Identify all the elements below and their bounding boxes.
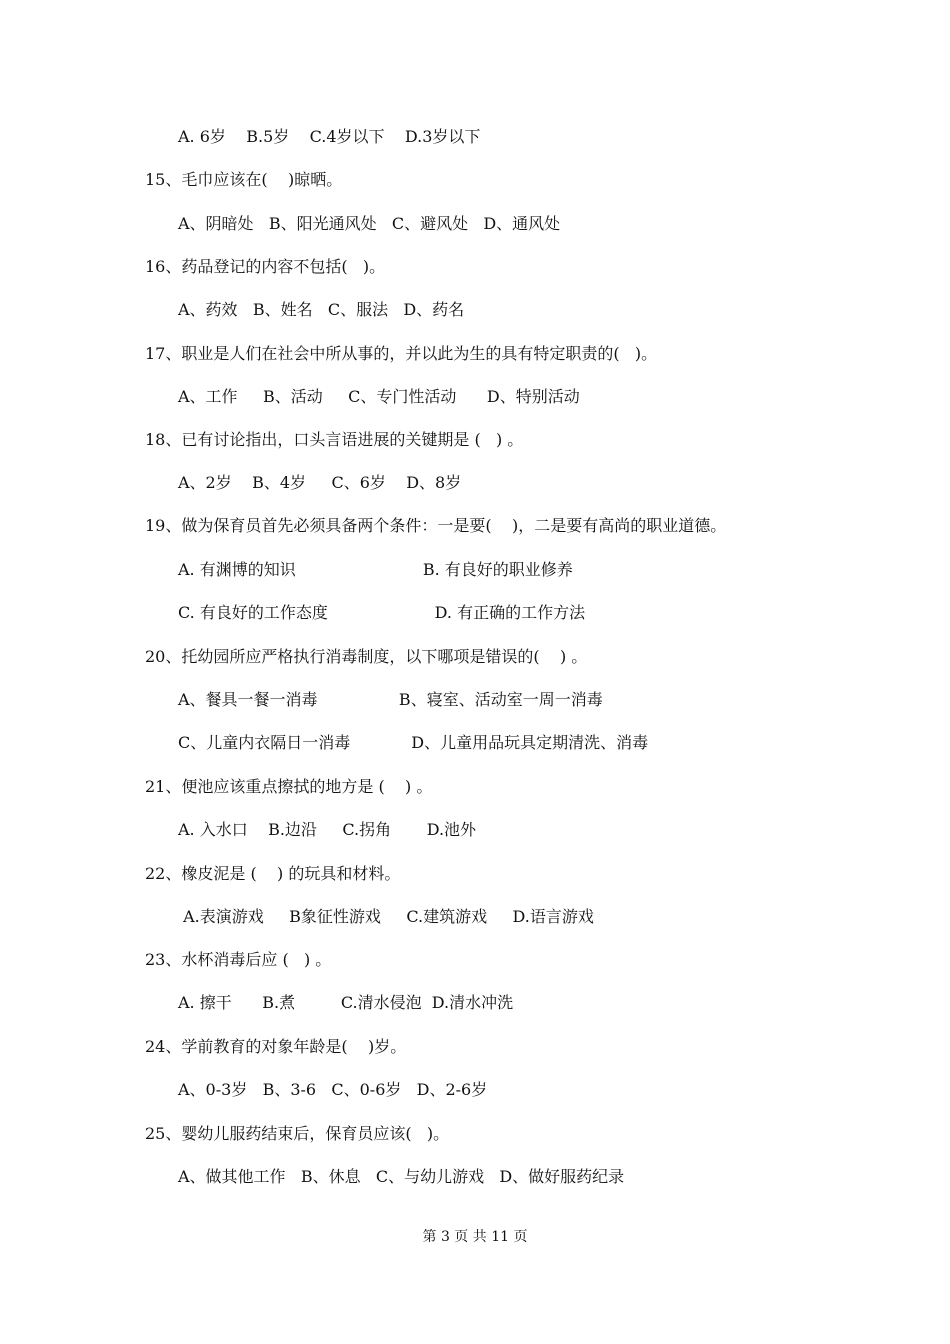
question-22: 22、橡皮泥是 ( ) 的玩具和材料。 [145,864,401,883]
question-23-options: A. 擦干 B.煮 C.清水侵泡 D.清水冲洗 [178,993,514,1012]
question-24: 24、学前教育的对象年龄是( )岁。 [145,1037,407,1056]
question-20-options-row-1: A、餐具一餐一消毒 B、寝室、活动室一周一消毒 [178,690,603,709]
question-24-options: A、0-3岁 B、3-6 C、0-6岁 D、2-6岁 [178,1080,488,1099]
question-15: 15、毛巾应该在( )晾晒。 [145,170,343,189]
question-22-options: A.表演游戏 B象征性游戏 C.建筑游戏 D.语言游戏 [178,907,594,926]
question-21-options: A. 入水口 B.边沿 C.拐角 D.池外 [178,820,477,839]
question-16: 16、药品登记的内容不包括( )。 [145,257,386,276]
question-20: 20、托幼园所应严格执行消毒制度，以下哪项是错误的( ) 。 [145,647,588,666]
question-25-options: A、做其他工作 B、休息 C、与幼儿游戏 D、做好服药纪录 [178,1167,625,1186]
question-25: 25、婴幼儿服药结束后，保育员应该( )。 [145,1124,450,1143]
question-18-options: A、2岁 B、4岁 C、6岁 D、8岁 [178,473,462,492]
question-17-options: A、工作 B、活动 C、专门性活动 D、特别活动 [178,387,580,406]
question-18: 18、已有讨论指出，口头言语进展的关键期是 ( ) 。 [145,430,524,449]
page-footer: 第 3 页 共 11 页 [422,1229,528,1245]
question-16-options: A、药效 B、姓名 C、服法 D、药名 [178,300,465,319]
question-19-options-row-1: A. 有渊博的知识 B. 有良好的职业修养 [178,560,573,579]
question-17: 17、职业是人们在社会中所从事的，并以此为生的具有特定职责的( )。 [145,344,658,363]
question-14-options: A. 6岁 B.5岁 C.4岁以下 D.3岁以下 [178,127,481,146]
question-21: 21、便池应该重点擦拭的地方是 ( ) 。 [145,777,433,796]
question-20-options-row-2: C、儿童内衣隔日一消毒 D、儿童用品玩具定期清洗、消毒 [178,733,649,752]
question-19-options-row-2: C. 有良好的工作态度 D. 有正确的工作方法 [178,603,586,622]
question-19: 19、做为保育员首先必须具备两个条件：一是要( )，二是要有高尚的职业道德。 [145,516,727,535]
question-23: 23、水杯消毒后应 ( ) 。 [145,950,332,969]
question-15-options: A、阴暗处 B、阳光通风处 C、避风处 D、通风处 [178,214,561,233]
